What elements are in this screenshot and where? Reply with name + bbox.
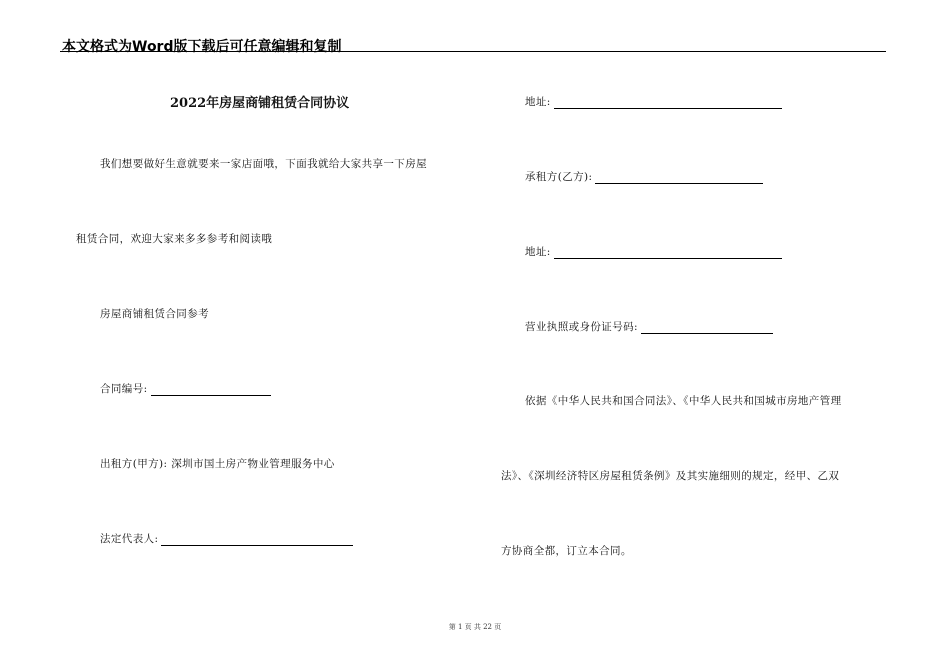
legal-rep-field xyxy=(100,531,353,546)
basis-line-2: 法》、《深圳经济特区房屋租赁条例》及其实施细则的规定，经甲、乙双 xyxy=(501,470,840,482)
document-title: 2022年房屋商铺租赁合同协议 xyxy=(170,96,350,111)
legal-rep-blank xyxy=(161,534,353,546)
lessor-value: 深圳市国土房产物业管理服务中心 xyxy=(171,458,335,470)
license-label: 营业执照或身份证号码: xyxy=(525,321,638,333)
contract-number-blank xyxy=(151,384,271,396)
intro-line-1: 我们想要做好生意就要来一家店面哦，下面我就给大家共享一下房屋 xyxy=(100,158,427,170)
lessee-label: 承租方(乙方): xyxy=(525,171,593,183)
lessor-field xyxy=(100,456,335,471)
address2-label: 地址: xyxy=(525,246,551,258)
address2-blank xyxy=(554,247,782,259)
header-text: 本文格式为Word版下载后可任意编辑和复制 xyxy=(62,39,342,55)
page-footer: 第 1 页 共 22 页 xyxy=(448,623,502,631)
basis-line-1: 依据《中华人民共和国合同法》、《中华人民共和国城市房地产管理 xyxy=(525,395,842,407)
license-field xyxy=(525,319,773,334)
address1-label: 地址: xyxy=(525,96,551,108)
header-rule xyxy=(60,51,886,52)
intro-line-2: 租赁合同，欢迎大家来多多参考和阅读哦 xyxy=(76,233,273,245)
contract-number-field xyxy=(100,381,271,396)
lessee-blank xyxy=(595,172,763,184)
lessor-label: 出租方(甲方): xyxy=(100,458,168,470)
license-blank xyxy=(641,322,773,334)
address1-blank xyxy=(554,97,782,109)
address1-field xyxy=(525,94,782,109)
address2-field xyxy=(525,244,782,259)
legal-rep-label: 法定代表人: xyxy=(100,533,159,545)
basis-line-3: 方协商全都，订立本合同。 xyxy=(501,545,632,557)
lessee-field xyxy=(525,169,763,184)
reference-title: 房屋商铺租赁合同参考 xyxy=(100,308,209,320)
contract-number-label: 合同编号: xyxy=(100,383,148,395)
